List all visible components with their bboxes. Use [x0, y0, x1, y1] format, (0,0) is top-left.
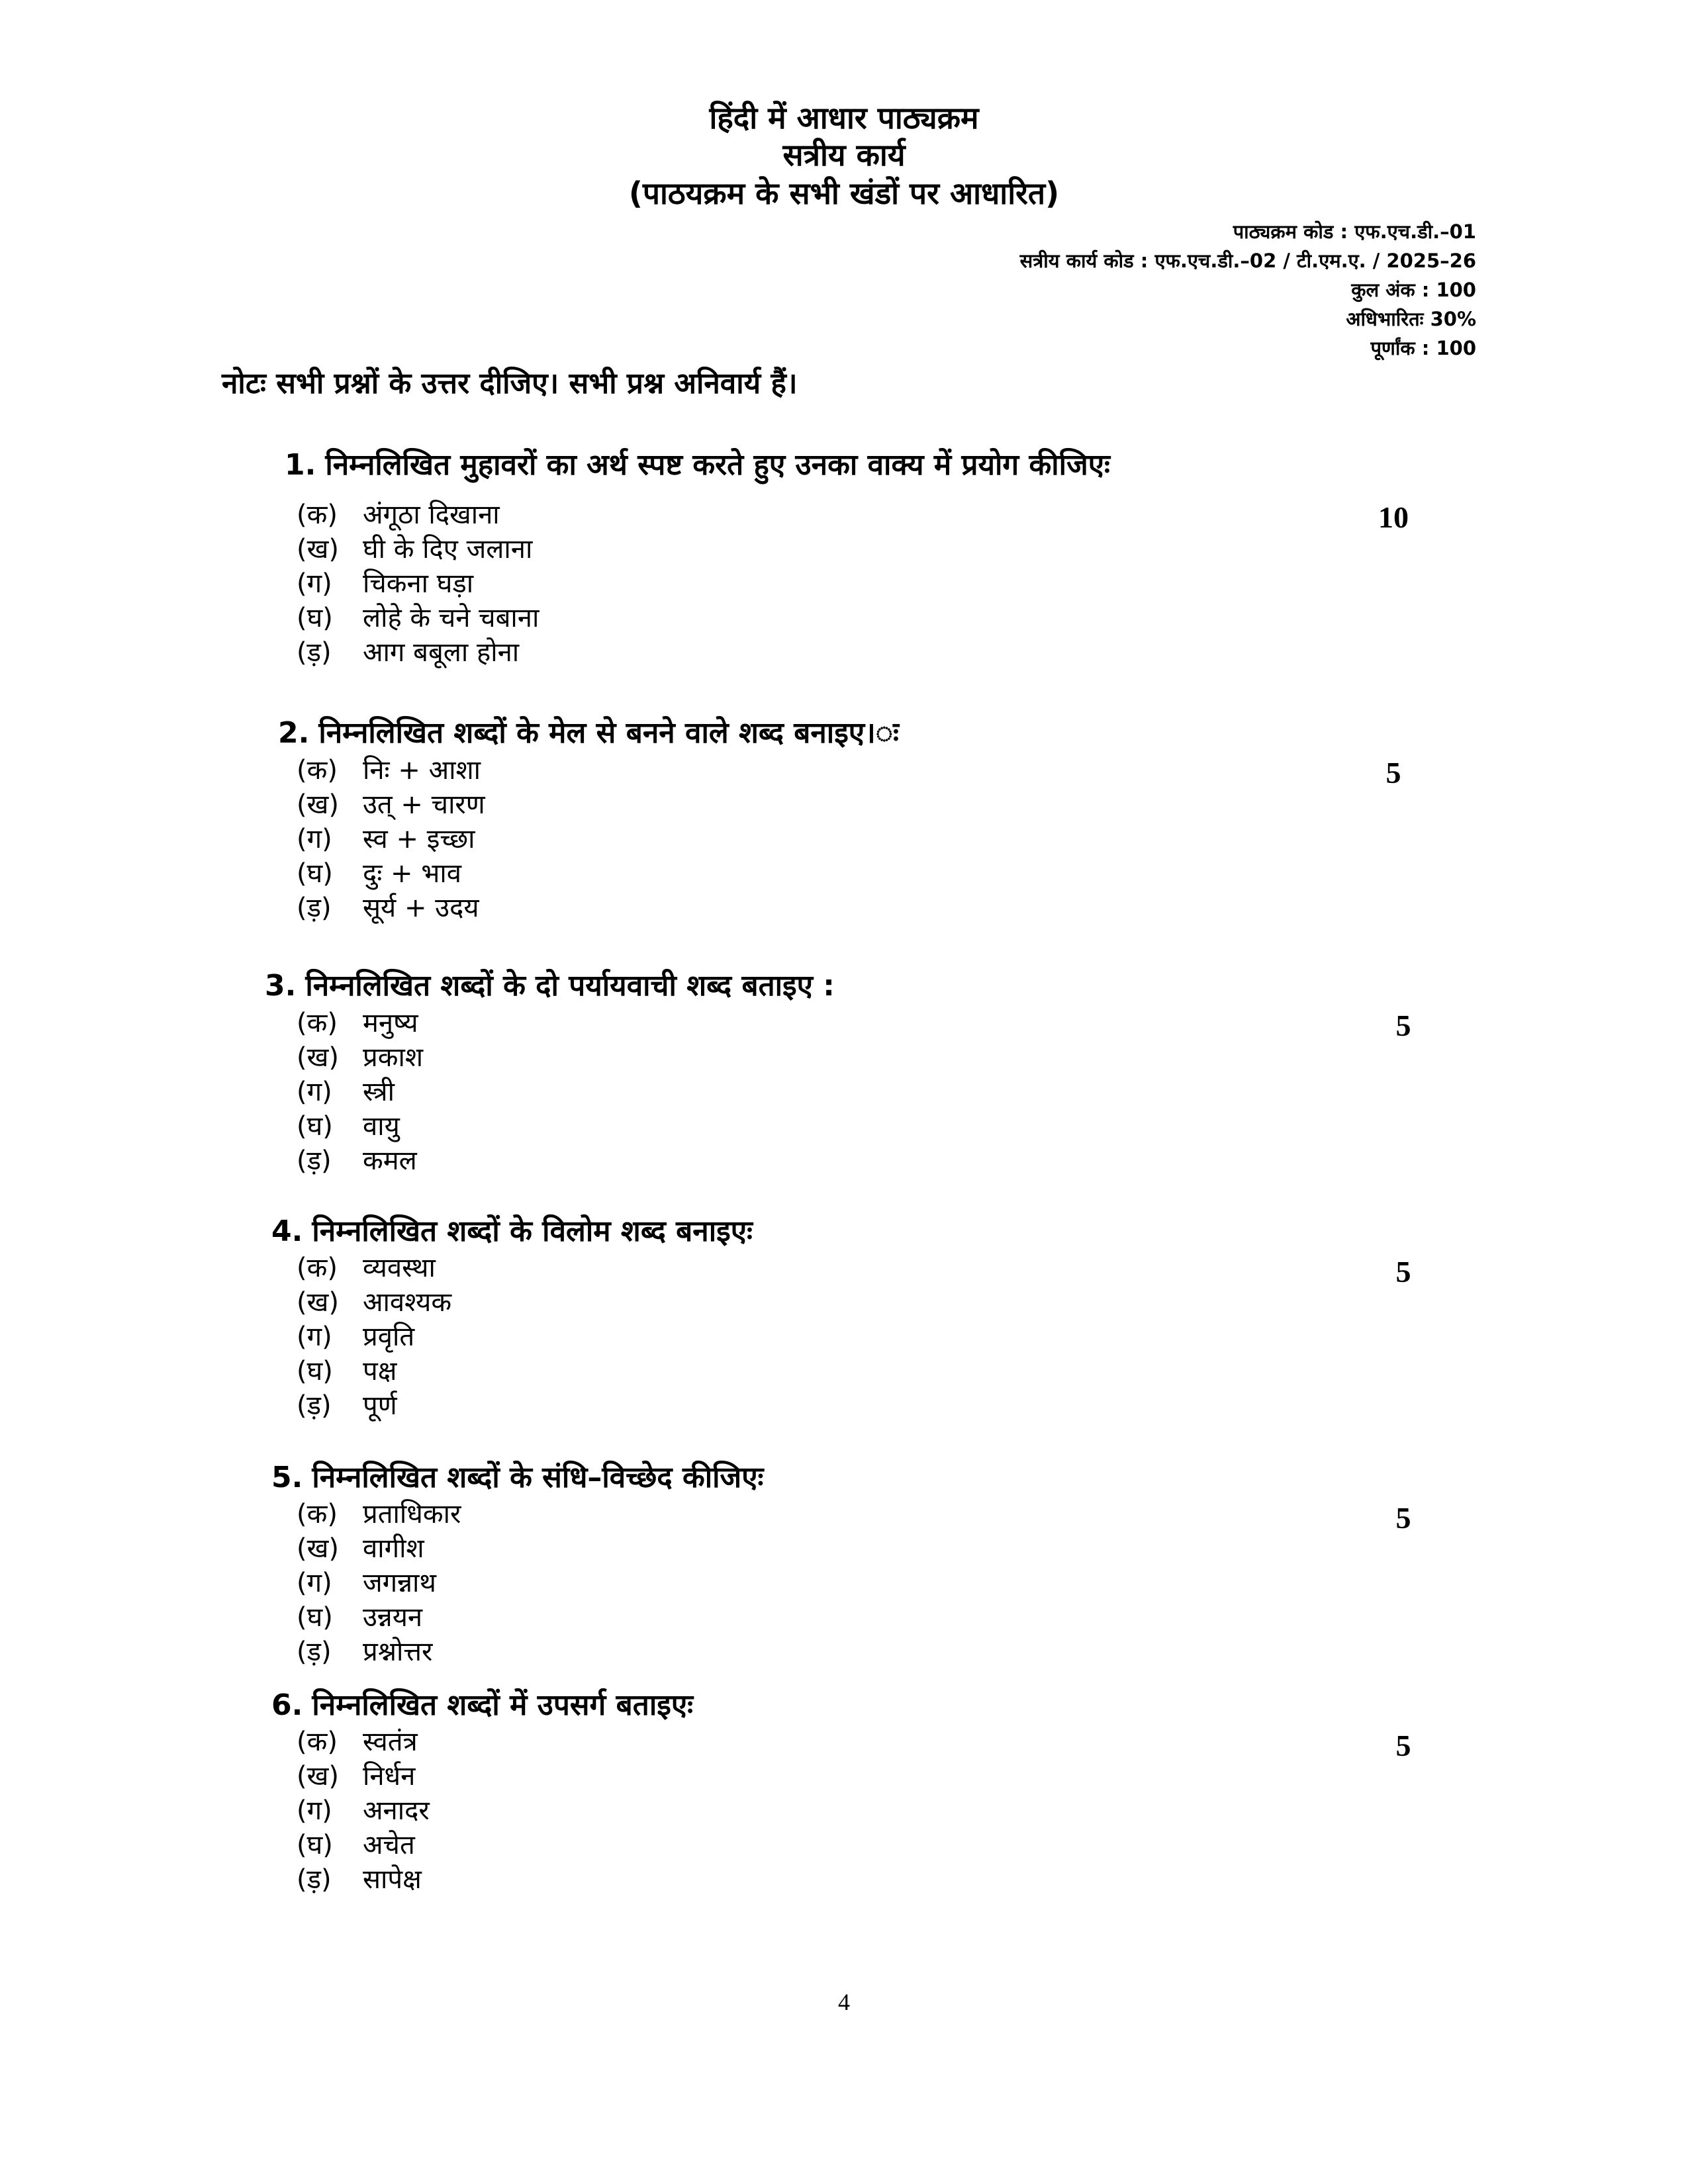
item-text: चिकना घड़ा — [363, 569, 474, 599]
item-marker: (ख) — [297, 534, 339, 565]
item-marker: (ग) — [297, 1077, 332, 1107]
item-text: उन्नयन — [363, 1602, 423, 1633]
item-marker: (ख) — [297, 790, 339, 820]
course-code: पाठ्यक्रम कोड : एफ.एच.डी.–01 — [1233, 220, 1476, 243]
list-item — [297, 891, 485, 925]
item-marker: (ख) — [297, 1287, 339, 1318]
item-marker: (ड़) — [297, 637, 332, 668]
item-marker: (ख) — [297, 1042, 339, 1073]
list-item — [297, 1251, 451, 1285]
item-marker: (ख) — [297, 1761, 339, 1792]
list-item — [297, 1600, 461, 1635]
question-marks: 5 — [1395, 1729, 1411, 1762]
question-marks: 5 — [1395, 1501, 1411, 1535]
item-text: निर्धन — [363, 1761, 416, 1792]
question-heading — [271, 1688, 693, 1723]
item-marker: (घ) — [297, 1602, 333, 1633]
item-marker: (ग) — [297, 1322, 332, 1352]
instructions-note: नोटः सभी प्रश्नों के उत्तर दीजिए। सभी प्रश्न अनिवार्य हैं। — [222, 367, 798, 400]
item-marker: (घ) — [297, 1356, 333, 1387]
item-text: व्यवस्था — [363, 1253, 436, 1283]
question-text: निम्नलिखित शब्दों के विलोम शब्द बनाइएः — [312, 1214, 753, 1248]
document-title: हिंदी में आधार पाठ्यक्रम — [709, 100, 979, 136]
item-text: अचेत — [363, 1830, 415, 1860]
item-text: कमल — [363, 1146, 417, 1176]
option-list — [297, 1725, 430, 1897]
item-text: सूर्य + उदय — [363, 893, 479, 923]
list-item — [297, 635, 539, 670]
question-heading — [278, 715, 899, 751]
question-text: निम्नलिखित शब्दों के मेल से बनने वाले शब्द बनाइए।ः — [318, 716, 899, 750]
question-heading — [271, 1214, 753, 1250]
item-text: प्रवृति — [363, 1322, 415, 1352]
list-item — [297, 1862, 430, 1897]
item-text: पूर्ण — [363, 1390, 397, 1421]
list-item — [297, 1144, 423, 1178]
item-text: पक्ष — [363, 1356, 397, 1387]
question-marks: 5 — [1385, 756, 1401, 790]
question-number: 5. — [271, 1461, 303, 1494]
list-item — [297, 1320, 451, 1354]
question-marks: 5 — [1395, 1009, 1411, 1042]
item-marker: (क) — [297, 500, 338, 530]
option-list — [297, 1006, 423, 1178]
question-text: निम्नलिखित शब्दों के संधि–विच्छेद कीजिएः — [312, 1461, 764, 1494]
item-text: प्रताधिकार — [363, 1499, 461, 1529]
list-item — [297, 1006, 423, 1040]
item-text: स्व + इच्छा — [363, 824, 475, 854]
question-text: निम्नलिखित शब्दों के दो पर्यायवाची शब्द बताइए : — [305, 969, 835, 1003]
item-marker: (घ) — [297, 603, 333, 633]
item-text: मनुष्य — [363, 1008, 418, 1038]
item-marker: (क) — [297, 755, 338, 786]
item-text: लोहे के चने चबाना — [363, 603, 539, 633]
item-marker: (घ) — [297, 1830, 333, 1860]
list-item — [297, 1040, 423, 1075]
list-item — [297, 601, 539, 635]
item-text: सापेक्ष — [363, 1864, 422, 1895]
assignment-code: सत्रीय कार्य कोड : एफ.एच.डी.–02 / टी.एम.ए. / 2025–26 — [1019, 250, 1476, 272]
item-marker: (ग) — [297, 1568, 332, 1598]
question-number: 4. — [271, 1214, 303, 1248]
item-marker: (ड़) — [297, 1390, 332, 1421]
list-item — [297, 1388, 451, 1423]
item-marker: (ड़) — [297, 1146, 332, 1176]
page-number: 4 — [838, 1989, 850, 2015]
item-text: वागीश — [363, 1533, 424, 1564]
list-item — [297, 1566, 461, 1600]
item-marker: (क) — [297, 1499, 338, 1529]
item-text: अंगूठा दिखाना — [363, 500, 500, 530]
item-text: निः + आशा — [363, 755, 481, 786]
question-text: निम्नलिखित मुहावरों का अर्थ स्पष्ट करते हुए उनका वाक्य में प्रयोग कीजिएः — [325, 448, 1110, 482]
max-marks: पूर्णांक : 100 — [1370, 337, 1476, 359]
question-heading — [265, 968, 835, 1004]
item-text: उत् + चारण — [363, 790, 485, 820]
option-list — [297, 1251, 451, 1423]
question-number: 2. — [278, 716, 310, 750]
question-heading — [285, 447, 1110, 483]
item-marker: (ग) — [297, 824, 332, 854]
list-item — [297, 532, 539, 567]
item-text: स्वतंत्र — [363, 1727, 418, 1757]
item-marker: (क) — [297, 1008, 338, 1038]
item-text: घी के दिए जलाना — [363, 534, 533, 565]
question-heading — [271, 1460, 763, 1496]
list-item — [297, 822, 485, 856]
item-text: स्त्री — [363, 1077, 395, 1107]
item-marker: (घ) — [297, 858, 333, 889]
item-text: अनादर — [363, 1796, 430, 1826]
document-scope: (पाठयक्रम के सभी खंडों पर आधारित) — [628, 175, 1060, 211]
item-marker: (ड़) — [297, 893, 332, 923]
list-item — [297, 567, 539, 601]
item-text: वायु — [363, 1111, 400, 1142]
question-number: 6. — [271, 1688, 303, 1722]
item-marker: (ग) — [297, 569, 332, 599]
list-item — [297, 788, 485, 822]
option-list — [297, 1497, 461, 1669]
option-list — [297, 498, 539, 670]
item-text: आवश्यक — [363, 1287, 452, 1318]
list-item — [297, 1759, 430, 1794]
item-marker: (ड़) — [297, 1864, 332, 1895]
item-marker: (ड़) — [297, 1637, 332, 1667]
list-item — [297, 498, 539, 532]
list-item — [297, 1794, 430, 1828]
item-text: प्रश्नोत्तर — [363, 1637, 433, 1667]
question-number: 3. — [265, 969, 297, 1003]
item-marker: (घ) — [297, 1111, 333, 1142]
question-marks: 10 — [1378, 500, 1409, 534]
list-item — [297, 753, 485, 788]
list-item — [297, 1075, 423, 1109]
item-text: दुः + भाव — [363, 858, 461, 889]
list-item — [297, 1285, 451, 1320]
question-number: 1. — [285, 448, 316, 482]
document-subtitle: सत्रीय कार्य — [782, 137, 906, 173]
list-item — [297, 1635, 461, 1669]
weightage: अधिभारितः 30% — [1346, 308, 1476, 330]
list-item — [297, 1828, 430, 1862]
item-text: आग बबूला होना — [363, 637, 520, 668]
list-item — [297, 1725, 430, 1759]
list-item — [297, 1497, 461, 1531]
list-item — [297, 1531, 461, 1566]
list-item — [297, 1109, 423, 1144]
item-marker: (ख) — [297, 1533, 339, 1564]
item-marker: (ग) — [297, 1796, 332, 1826]
item-text: प्रकाश — [363, 1042, 424, 1073]
option-list — [297, 753, 485, 925]
total-marks: कुल अंक : 100 — [1351, 279, 1476, 301]
question-text: निम्नलिखित शब्दों में उपसर्ग बताइएः — [312, 1688, 694, 1722]
list-item — [297, 856, 485, 891]
item-text: जगन्नाथ — [363, 1568, 436, 1598]
item-marker: (क) — [297, 1727, 338, 1757]
list-item — [297, 1354, 451, 1388]
question-marks: 5 — [1395, 1255, 1411, 1289]
item-marker: (क) — [297, 1253, 338, 1283]
